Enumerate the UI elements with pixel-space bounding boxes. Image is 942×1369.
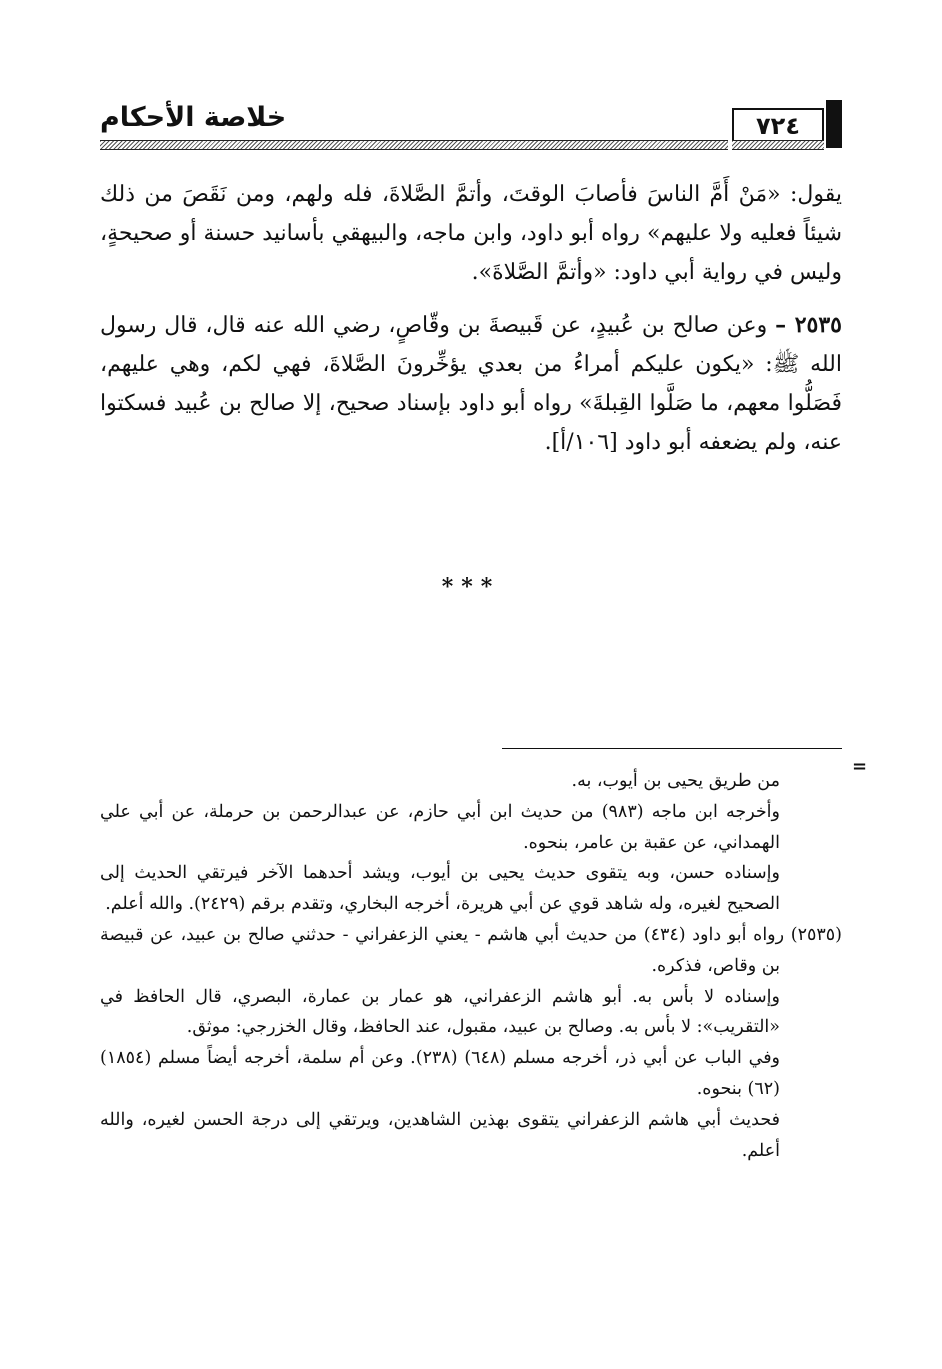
page-number: ٧٢٤ <box>732 108 824 142</box>
hadith-text: وعن صالح بن عُبيدٍ، عن قَبيصةَ بن وقّاصٍ، رضي الله عنه قال، قال رسول الله ﷺ: «يكون عليكم أمراءُ من بعدي يؤخِّرونَ الصَّلاةَ، فهي لكم، وهي عليهم، فَصَلُّوا معهم، ما صَلَّوا القِبلةَ» رواه أبو داود بإسناد صحيح، إلا صالح بن عُبيد فسكتوا عنه، ولم يضعفه أبو داود [١٠٦/أ]. <box>100 313 842 455</box>
footnote-line: وفي الباب عن أبي ذر، أخرجه مسلم (٦٤٨) (٢٣٨). وعن أم سلمة، أخرجه أيضاً مسلم (١٨٥٤) (٦٢) بنحوه. <box>100 1048 781 1099</box>
footnote-line: وإسناده لا بأس به. أبو هاشم الزعفراني، هو عمار بن عمارة، البصري، قال الحافظ في «التقريب»: لا بأس به. وصالح بن عبيد، مقبول، عند الحافظ، وقال الخزرجي: موثق. <box>100 986 780 1038</box>
page-number-rule <box>732 140 824 150</box>
footnote-entry: (٢٥٣٥) رواه أبو داود (٤٣٤) من حديث أبي هاشم - يعني الزعفراني - حدثني صالح بن عبيد، عن قبيصة بن وقاص، فذكره. <box>100 924 842 976</box>
footnote-line: وإسناده حسن، وبه يتقوى حديث يحيى بن أيوب، ويشد أحدهما الآخر فيرتقي الحديث إلى الصحيح لغيره، وله شاهد قوي عن أبي هريرة، أخرجه البخاري، وتقدم برقم (٢٤٢٩). والله أعلم. <box>100 863 780 915</box>
footnote-line: فحديث أبي هاشم الزعفراني يتقوى بهذين الشاهدين، ويرتقي إلى درجة الحسن لغيره، والله أعلم. <box>100 1109 780 1161</box>
footnotes <box>100 766 842 1166</box>
hadith-paragraph <box>100 306 842 462</box>
hadith-number: ٢٥٣٥ – <box>775 312 842 339</box>
header-rule <box>100 140 728 150</box>
footnote-line: وأخرجه ابن ماجه (٩٨٣) من حديث ابن أبي حازم، عن عبدالرحمن بن حرملة، عن أبي علي الهمداني، عن عقبة بن عامر، بنحوه. <box>100 801 780 853</box>
paragraph: يقول: «مَنْ أَمَّ الناسَ فأصابَ الوقتَ، وأتمَّ الصَّلاةَ، فله ولهم، ومن نَقَصَ من ذلك شيئاً فعليه ولا عليهم» رواه أبو داود، وابن ماجه، والبيهقي بأسانيد حسنة أو صحيحةٍ، وليس في رواية أبي داود: «وأتمَّ الصَّلاةَ». <box>100 182 842 285</box>
footnote-line: من طريق يحيى بن أيوب، به. <box>571 771 780 791</box>
page-header <box>100 100 842 150</box>
footnote-rule <box>502 748 842 749</box>
book-title: خلاصة الأحكام <box>100 102 287 133</box>
section-separator: *** <box>441 574 501 600</box>
header-corner-block <box>826 100 842 148</box>
main-text <box>100 176 842 463</box>
footnote-continuation-marker: = <box>852 756 868 777</box>
